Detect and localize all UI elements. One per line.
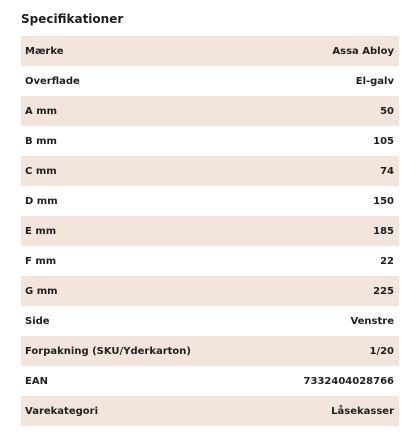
spec-value: 150 — [373, 195, 394, 207]
spec-label: B mm — [25, 135, 57, 147]
spec-row-d-mm — [21, 186, 399, 216]
spec-value: Venstre — [350, 315, 394, 327]
spec-label: Overflade — [25, 75, 80, 87]
spec-row-a-mm — [21, 96, 399, 126]
spec-label: Side — [25, 315, 50, 327]
spec-row-packaging — [21, 336, 399, 366]
spec-row-f-mm — [21, 246, 399, 276]
spec-row-g-mm — [21, 276, 399, 306]
spec-value: 74 — [380, 165, 394, 177]
spec-label: Mærke — [25, 45, 64, 57]
spec-label: A mm — [25, 105, 58, 117]
section-title: Specifikationer — [21, 12, 124, 26]
spec-label: D mm — [25, 195, 58, 207]
specifications-table — [21, 36, 399, 426]
spec-row-e-mm — [21, 216, 399, 246]
spec-row-side — [21, 306, 399, 336]
spec-row-brand — [21, 36, 399, 66]
spec-value: 185 — [373, 225, 394, 237]
spec-label: C mm — [25, 165, 57, 177]
spec-value: 105 — [373, 135, 394, 147]
spec-label: EAN — [25, 375, 48, 387]
spec-row-surface — [21, 66, 399, 96]
spec-row-b-mm — [21, 126, 399, 156]
spec-label: Varekategori — [25, 405, 99, 417]
spec-value: 7332404028766 — [303, 375, 394, 387]
spec-label: Forpakning (SKU/Yderkarton) — [25, 345, 191, 357]
spec-value: El-galv — [355, 75, 394, 87]
spec-row-ean — [21, 366, 399, 396]
spec-row-category — [21, 396, 399, 426]
spec-label: G mm — [25, 285, 58, 297]
spec-value: 22 — [380, 255, 394, 267]
spec-value: Assa Abloy — [332, 45, 394, 57]
spec-row-c-mm — [21, 156, 399, 186]
spec-label: E mm — [25, 225, 57, 237]
spec-value: 50 — [380, 105, 394, 117]
spec-label: F mm — [25, 255, 57, 267]
spec-value: 1/20 — [369, 345, 394, 357]
spec-value: 225 — [373, 285, 394, 297]
specifications-section — [21, 0, 399, 426]
spec-value: Låsekasser — [331, 405, 394, 417]
